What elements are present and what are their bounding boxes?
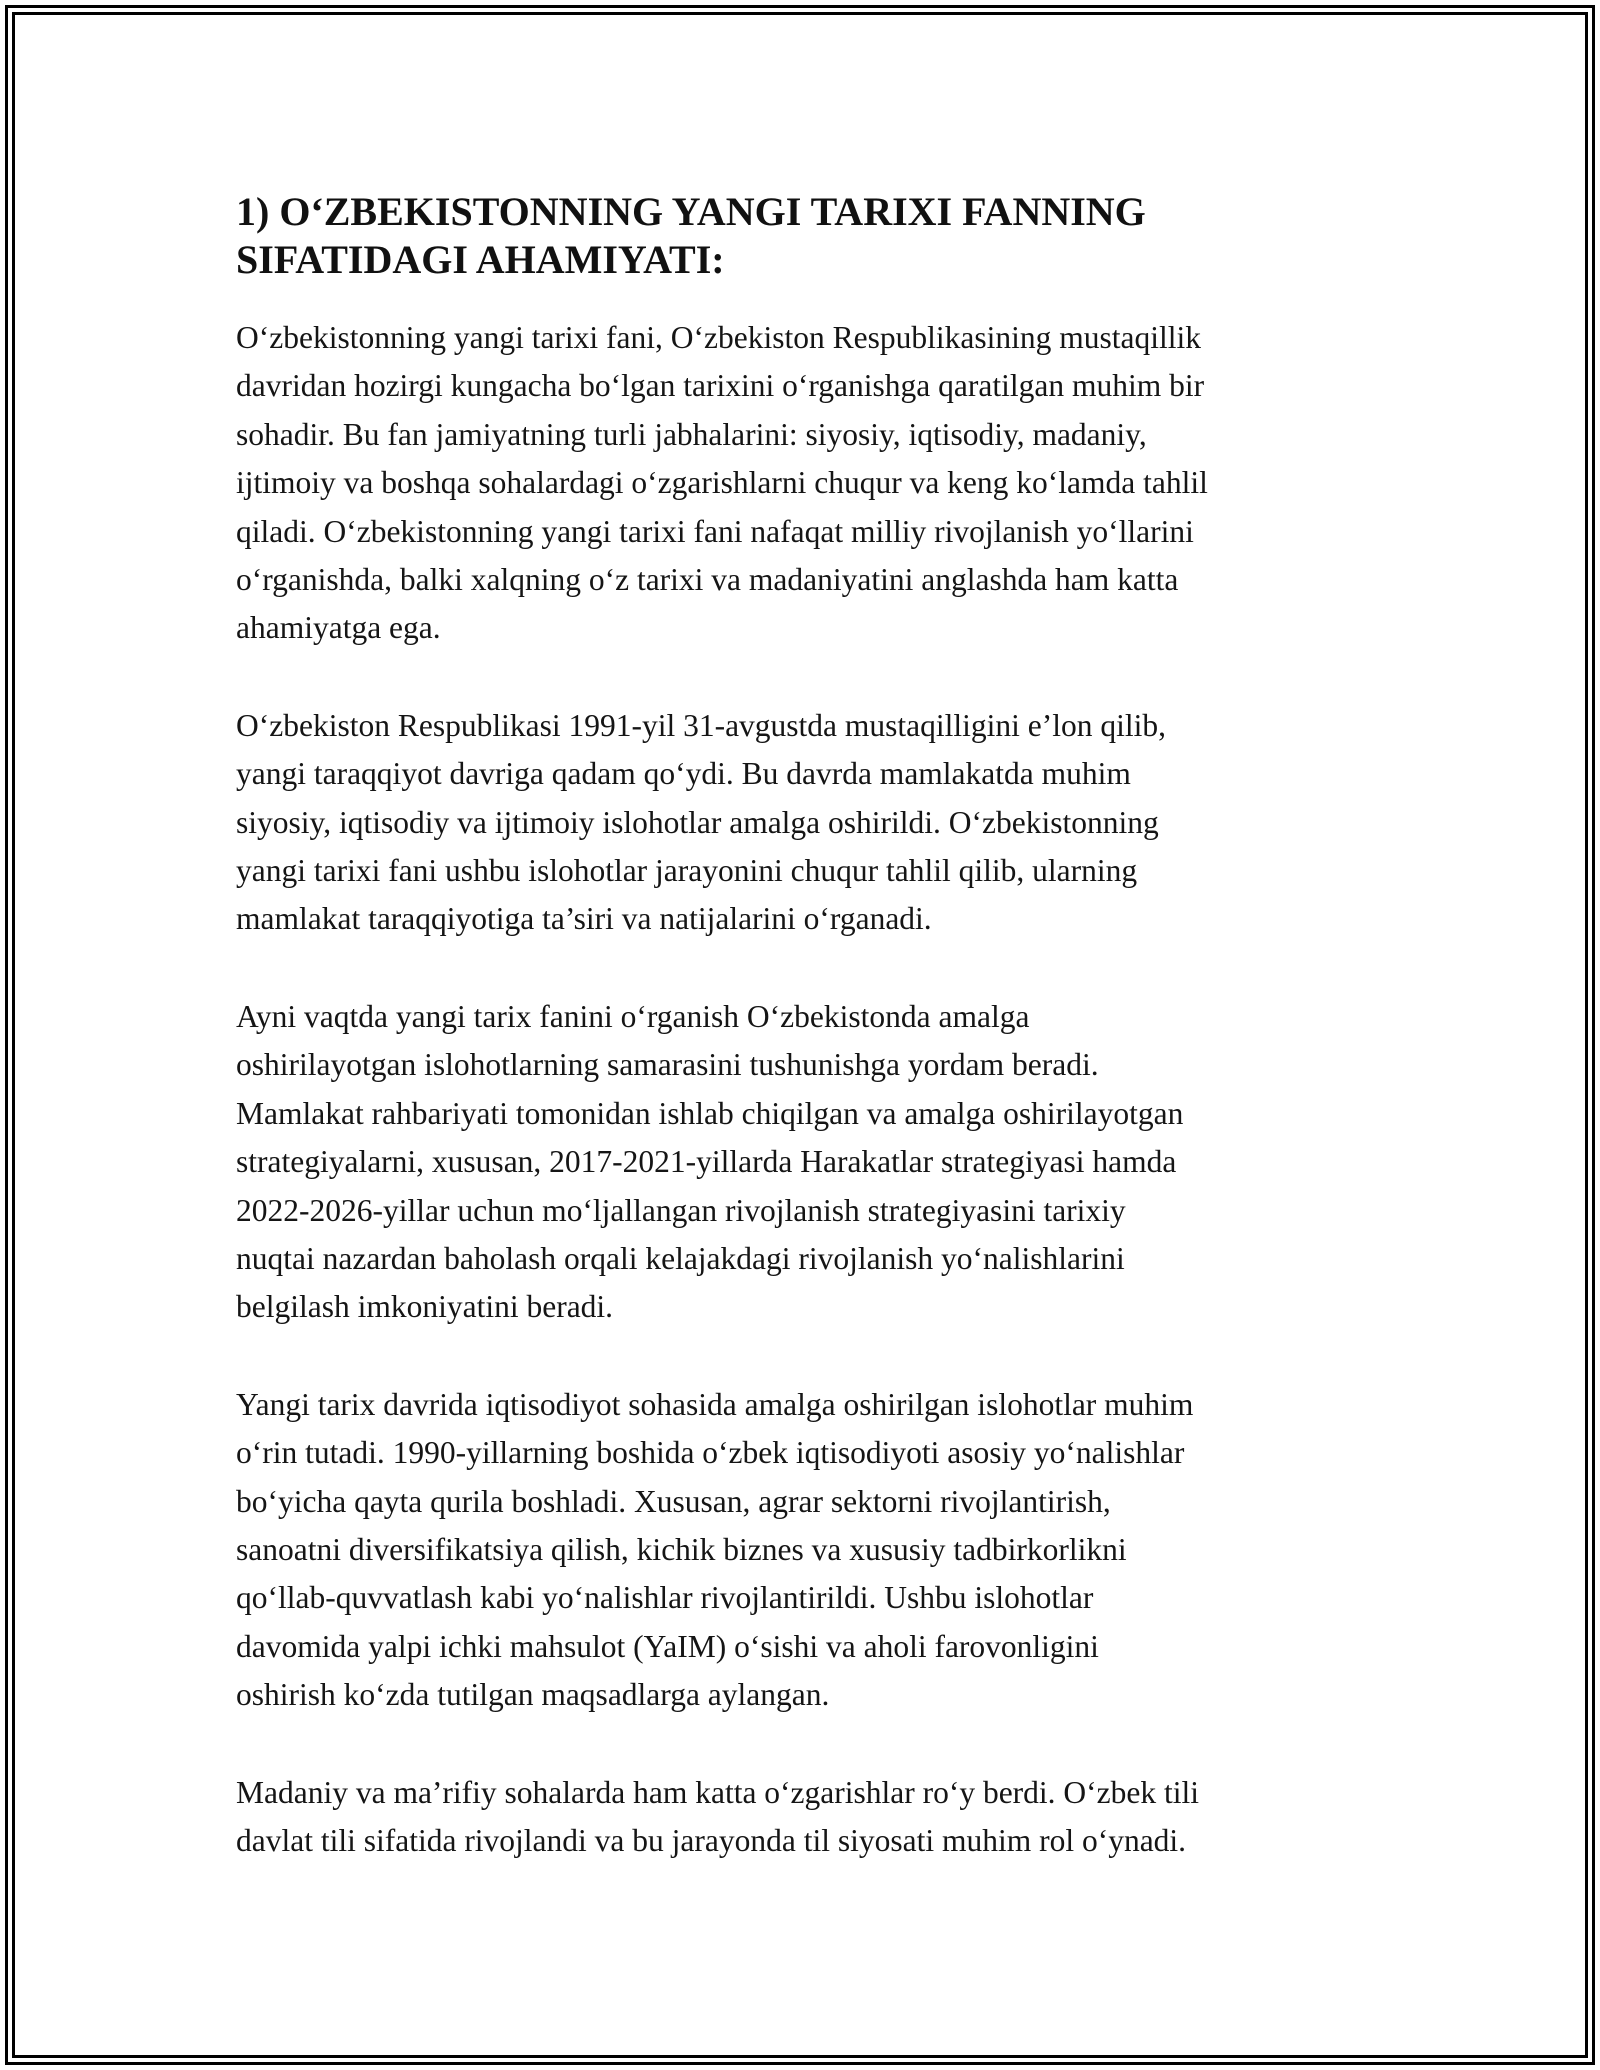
text-line: oshirish ko‘zda tutilgan maqsadlarga aylangan. [236,1677,830,1713]
text-line: ahamiyatga ega. [236,610,441,646]
text-line: Yangi tarix davrida iqtisodiyot sohasida amalga oshirilgan islohotlar muhim [236,1386,1194,1422]
text-line: davridan hozirgi kungacha bo‘lgan tarixini o‘rganishga qaratilgan muhim bir [236,368,1205,404]
text-line: O‘zbekiston Respublikasi 1991-yil 31-avgustda mustaqilligini e’lon qilib, [236,707,1167,743]
text-line: mamlakat taraqqiyotiga ta’siri va natijalarini o‘rganadi. [236,901,932,937]
paragraph-2 [236,702,1386,944]
text-line: Madaniy va ma’rifiy sohalarda ham katta o‘zgarishlar ro‘y berdi. O‘zbek tili [236,1774,1200,1810]
paragraph-3 [236,993,1386,1332]
text-line: o‘rganishda, balki xalqning o‘z tarixi va madaniyatini anglashda ham katta [236,562,1179,598]
text-line: yangi taraqqiyot davriga qadam qo‘ydi. Bu davrda mamlakatda muhim [236,756,1131,792]
text-line: sanoatni diversifikatsiya qilish, kichik biznes va xususiy tadbirkorlikni [236,1531,1127,1567]
text-line: oshirilayotgan islohotlarning samarasini tushunishga yordam beradi. [236,1047,1099,1083]
text-line: Ayni vaqtda yangi tarix fanini o‘rganish O‘zbekistonda amalga [236,998,1030,1034]
paragraph-1 [236,314,1386,653]
text-line: sohadir. Bu fan jamiyatning turli jabhalarini: siyosiy, iqtisodiy, madaniy, [236,416,1147,452]
paragraph-4 [236,1381,1386,1720]
text-line: O‘zbekistonning yangi tarixi fani, O‘zbekiston Respublikasining mustaqillik [236,320,1201,355]
title-line: SIFATIDAGI AHAMIYATI: [236,237,725,282]
text-line: bo‘yicha qayta qurila boshladi. Xususan, agrar sektorni rivojlantirish, [236,1483,1111,1519]
text-line: davlat tili sifatida rivojlandi va bu jarayonda til siyosati muhim rol o‘ynadi. [236,1822,1187,1858]
text-line: qo‘llab-quvvatlash kabi yo‘nalishlar rivojlantirildi. Ushbu islohotlar [236,1580,1094,1616]
title-line: 1) O‘ZBEKISTONNING YANGI TARIXI FANNING [236,189,1146,234]
text-line: davomida yalpi ichki mahsulot (YaIM) o‘sishi va aholi farovonligini [236,1628,1099,1664]
document-body [236,188,1386,1914]
text-line: ijtimoiy va boshqa sohalardagi o‘zgarishlarni chuqur va keng ko‘lamda tahlil [236,465,1208,501]
document-title [236,188,1386,284]
text-line: o‘rin tutadi. 1990-yillarning boshida o‘zbek iqtisodiyoti asosiy yo‘nalishlar [236,1435,1185,1471]
text-line: 2022-2026-yillar uchun mo‘ljallangan rivojlanish strategiyasini tarixiy [236,1192,1126,1228]
text-line: yangi tarixi fani ushbu islohotlar jarayonini chuqur tahlil qilib, ularning [236,853,1138,889]
text-line: Mamlakat rahbariyati tomonidan ishlab chiqilgan va amalga oshirilayotgan [236,1095,1184,1131]
text-line: qiladi. O‘zbekistonning yangi tarixi fani nafaqat milliy rivojlanish yo‘llarini [236,513,1194,549]
text-line: siyosiy, iqtisodiy va ijtimoiy islohotlar amalga oshirildi. O‘zbekistonning [236,804,1159,840]
paragraph-5 [236,1769,1386,1866]
text-line: belgilash imkoniyatini beradi. [236,1289,614,1325]
text-line: strategiyalarni, xususan, 2017-2021-yillarda Harakatlar strategiyasi hamda [236,1144,1177,1180]
text-line: nuqtai nazardan baholash orqali kelajakdagi rivojlanish yo‘nalishlarini [236,1240,1125,1276]
